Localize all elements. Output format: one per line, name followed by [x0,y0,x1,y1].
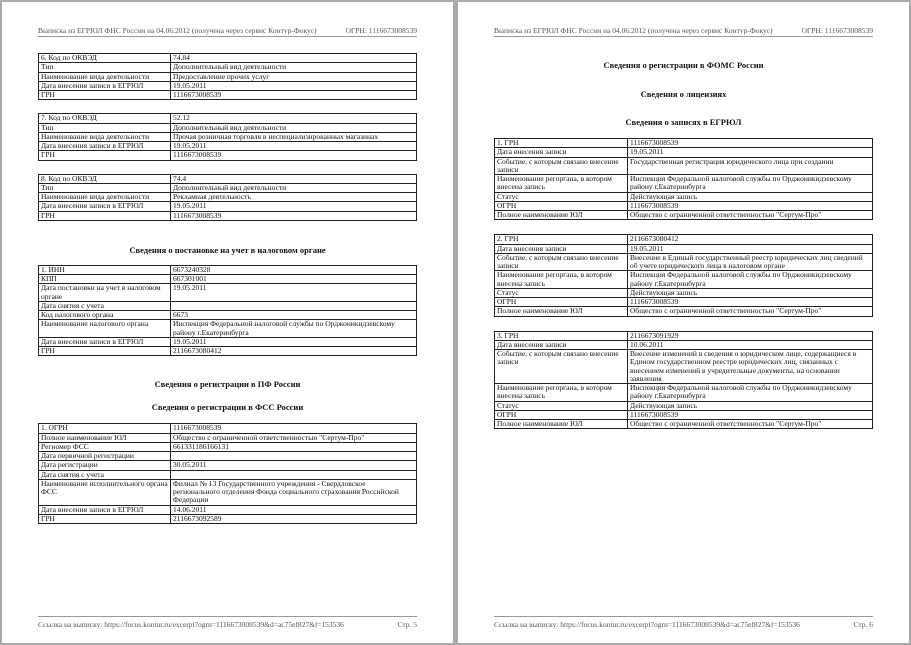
table-row [495,350,873,384]
tax-table [38,265,417,357]
table-key: Дата внесения записи в ЕГРЮЛ [39,337,171,346]
table-row [495,148,873,157]
table-row [39,91,417,100]
table-key: Дата снятия с учета [39,301,171,310]
header-ogrn: ОГРН: 1116673008539 [801,26,873,35]
table-value: 19.05.2011 [171,142,417,151]
table-key: Дата первичной регистрации [39,452,171,461]
footer-link[interactable]: Ссылка на выписку: https://focus.kontur.ru/excerpt?ogrn=1116673008539&d=ac75ef827&l=153536 [494,620,800,629]
section-title-foms: Сведения о регистрации в ФОМС России [603,60,764,70]
table-value: 19.05.2011 [171,337,417,346]
table-key: КПП [39,275,171,284]
table-key: Дата внесения записи в ЕГРЮЛ [39,202,171,211]
table-key: Дата внесения записи [495,148,628,157]
document-page-5 [2,2,453,643]
page-number: Стр. 5 [397,620,417,629]
table-value: Дополнительный вид деятельности [171,123,417,132]
table-value: Действующая запись [628,401,873,410]
table-value: 19.05.2011 [171,284,417,302]
table-row [39,202,417,211]
section-title-pf: Сведения о регистрации в ПФ России [154,379,301,390]
table-row [39,123,417,132]
table-row [495,331,873,340]
table-key: Полное наименование ЮЛ [495,307,628,316]
table-value: Общество с ограниченной ответственностью "Сертум-Про" [628,211,873,220]
table-row [495,271,873,289]
table-key: Наименование вида деятельности [39,132,171,141]
okved-table [38,174,417,221]
section-title-tax: Сведения о постановке на учет в налоговом органе [129,244,326,255]
fss-table [38,423,417,524]
table-key: Полное наименование ЮЛ [495,420,628,429]
table-value: 1116673008539 [628,139,873,148]
table-value: 19.05.2011 [628,244,873,253]
table-value: Инспекция Федеральной налоговой службы по Орджоникидзевскому району г.Екатеринбурга [628,384,873,402]
table-value: 6673240328 [171,265,417,274]
table-key: ОГРН [495,201,628,210]
header-title: Выписка из ЕГРЮЛ ФНС России на 04.06.2012 (получена через сервис Контур-Фокус) [494,26,773,35]
table-value: 2116673091929 [628,331,873,340]
table-key: 7. Код по ОКВЭД [39,114,171,123]
table-key: Полное наименование ЮЛ [39,433,171,442]
table-key: 8. Код по ОКВЭД [39,174,171,183]
table-key: Наименование регоргана, в котором внесена запись [495,175,628,193]
table-row [39,433,417,442]
table-value: 14.06.2011 [171,505,417,514]
table-value [171,452,417,461]
table-key: Тип [39,183,171,192]
table-value: Дополнительный вид деятельности [171,183,417,192]
table-key: Дата внесения записи в ЕГРЮЛ [39,505,171,514]
table-key: 1. ИНН [39,265,171,274]
table-key: Дата регистрации [39,461,171,470]
okved-table [38,113,417,160]
footer-link[interactable]: Ссылка на выписку: https://focus.kontur.ru/excerpt?ogrn=1116673008539&d=ac75ef827&l=153536 [38,620,344,629]
table-key: Дата внесения записи в ЕГРЮЛ [39,81,171,90]
table-row [495,288,873,297]
table-key: Код налогового органа [39,311,171,320]
table-key: ОГРН [495,298,628,307]
table-key: 2. ГРН [495,235,628,244]
table-value: Внесение в Единый государственный реестр юридических лиц сведений об учете юридического лица в налоговом органе [628,253,873,271]
table-value: 2116673080412 [171,347,417,356]
table-row [39,514,417,523]
document-page-6 [458,2,909,643]
table-row [495,420,873,429]
table-key: 1. ГРН [495,139,628,148]
table-value: 2116673080412 [628,235,873,244]
table-value: Прочая розничная торговля в неспециализированных магазинах [171,132,417,141]
table-value: 6673 [171,311,417,320]
table-value: 30.05.2011 [171,461,417,470]
table-value: 19.05.2011 [628,148,873,157]
table-value: 52.12 [171,114,417,123]
table-key: Наименование вида деятельности [39,72,171,81]
table-key: Статус [495,192,628,201]
table-value: 1116673008539 [171,151,417,160]
table-value: Рекламная деятельность [171,193,417,202]
table-value: 1116673008539 [628,298,873,307]
table-row [39,211,417,220]
table-row [39,337,417,346]
table-value: Общество с ограниченной ответственностью "Сертум-Про" [171,433,417,442]
table-row [495,244,873,253]
table-value: 19.05.2011 [171,81,417,90]
table-value: Инспекция Федеральной налоговой службы по Орджоникидзевскому району г.Екатеринбурга [628,175,873,193]
table-key: Событие, с которым связано внесение записи [495,253,628,271]
table-row [39,265,417,274]
table-value: Государственная регистрация юридического лица при создании [628,157,873,175]
header-title: Выписка из ЕГРЮЛ ФНС России на 04.06.2012 (получена через сервис Контур-Фокус) [38,26,317,35]
table-row [495,253,873,271]
table-key: Событие, с которым связано внесение записи [495,350,628,384]
page-footer [494,616,873,629]
page-content [38,53,417,524]
table-key: Тип [39,123,171,132]
table-key: Наименование регоргана, в котором внесена запись [495,384,628,402]
okved-table [38,53,417,100]
table-key: Дата внесения записи в ЕГРЮЛ [39,142,171,151]
table-value: 1116673008539 [628,410,873,419]
table-key: 3. ГРН [495,331,628,340]
table-value [171,470,417,479]
table-row [39,479,417,505]
table-key: 1. ОГРН [39,424,171,433]
record-table [494,331,873,430]
table-value: 19.05.2011 [171,202,417,211]
page-number: Стр. 6 [853,620,873,629]
table-row [39,284,417,302]
table-key: Дата постановки на учет в налоговом органе [39,284,171,302]
table-key: ГРН [39,347,171,356]
table-value: Действующая запись [628,288,873,297]
section-title-fss: Сведения о регистрации в ФСС России [151,402,304,413]
table-value: Инспекция Федеральной налоговой службы по Орджоникидзевскому району г.Екатеринбурга [628,271,873,289]
table-value: 2116673092589 [171,514,417,523]
table-value: Филиал № 13 Государственного учреждения - Свердловское регионального отделения Фонда социального страхования Российской Федерации [171,479,417,505]
table-value: 667301001 [171,275,417,284]
table-key: Наименование вида деятельности [39,193,171,202]
page-content [494,60,873,429]
table-key: Полное наименование ЮЛ [495,211,628,220]
table-value: 1116673008539 [171,211,417,220]
table-key: Событие, с которым связано внесение записи [495,157,628,175]
table-key: ГРН [39,151,171,160]
table-row [39,424,417,433]
table-key: Дата внесения записи [495,340,628,349]
table-value: Инспекция Федеральной налоговой службы по Орджоникидзевскому району г.Екатеринбурга [171,320,417,338]
table-value: Дополнительный вид деятельности [171,63,417,72]
table-key: Статус [495,401,628,410]
table-key: ГРН [39,211,171,220]
table-row [39,81,417,90]
table-row [495,211,873,220]
table-row [39,151,417,160]
table-row [39,142,417,151]
table-value: Внесение изменений в сведения о юридическом лице, содержащиеся в Едином государственном реестре юридических лиц, связанных с внесением изменений в учредительные документы, на основании заявления [628,350,873,384]
table-value: 74.4 [171,174,417,183]
table-value: 661331186166131 [171,442,417,451]
table-row [495,175,873,193]
table-key: Наименование исполнительного органа ФСС [39,479,171,505]
table-value [171,301,417,310]
table-key: Регномер ФСС [39,442,171,451]
record-table [494,138,873,220]
table-value: Общество с ограниченной ответственностью "Сертум-Про" [628,420,873,429]
table-row [495,384,873,402]
table-key: Дата снятия с учета [39,470,171,479]
table-key: Дата внесения записи [495,244,628,253]
table-key: 6. Код по ОКВЭД [39,54,171,63]
table-row [495,307,873,316]
table-row [495,401,873,410]
table-key: Наименование регоргана, в котором внесена запись [495,271,628,289]
table-key: ГРН [39,91,171,100]
page-header [38,26,417,37]
table-row [39,114,417,123]
table-row [39,347,417,356]
table-row [495,157,873,175]
table-key: Статус [495,288,628,297]
table-value: 1116673008539 [171,424,417,433]
section-title-licenses: Сведения о лицензиях [640,89,727,99]
table-value: 74.84 [171,54,417,63]
table-value: 1116673008539 [628,201,873,210]
table-value: 1116673008539 [171,91,417,100]
table-key: ГРН [39,514,171,523]
table-value: 10.06.2011 [628,340,873,349]
table-row [39,63,417,72]
table-key: ОГРН [495,410,628,419]
table-key: Тип [39,63,171,72]
table-value: Общество с ограниченной ответственностью "Сертум-Про" [628,307,873,316]
table-row [39,470,417,479]
record-table [494,234,873,316]
table-row [39,174,417,183]
table-row [39,320,417,338]
table-value: Действующая запись [628,192,873,201]
table-value: Предоставление прочих услуг [171,72,417,81]
table-row [39,72,417,81]
table-row [495,235,873,244]
table-row [495,192,873,201]
section-title-records: Сведения о записях в ЕГРЮЛ [625,117,742,127]
table-row [39,461,417,470]
table-row [39,505,417,514]
table-key: Наименование налогового органа [39,320,171,338]
header-ogrn: ОГРН: 1116673008539 [345,26,417,35]
page-footer [38,616,417,629]
page-header [494,26,873,37]
